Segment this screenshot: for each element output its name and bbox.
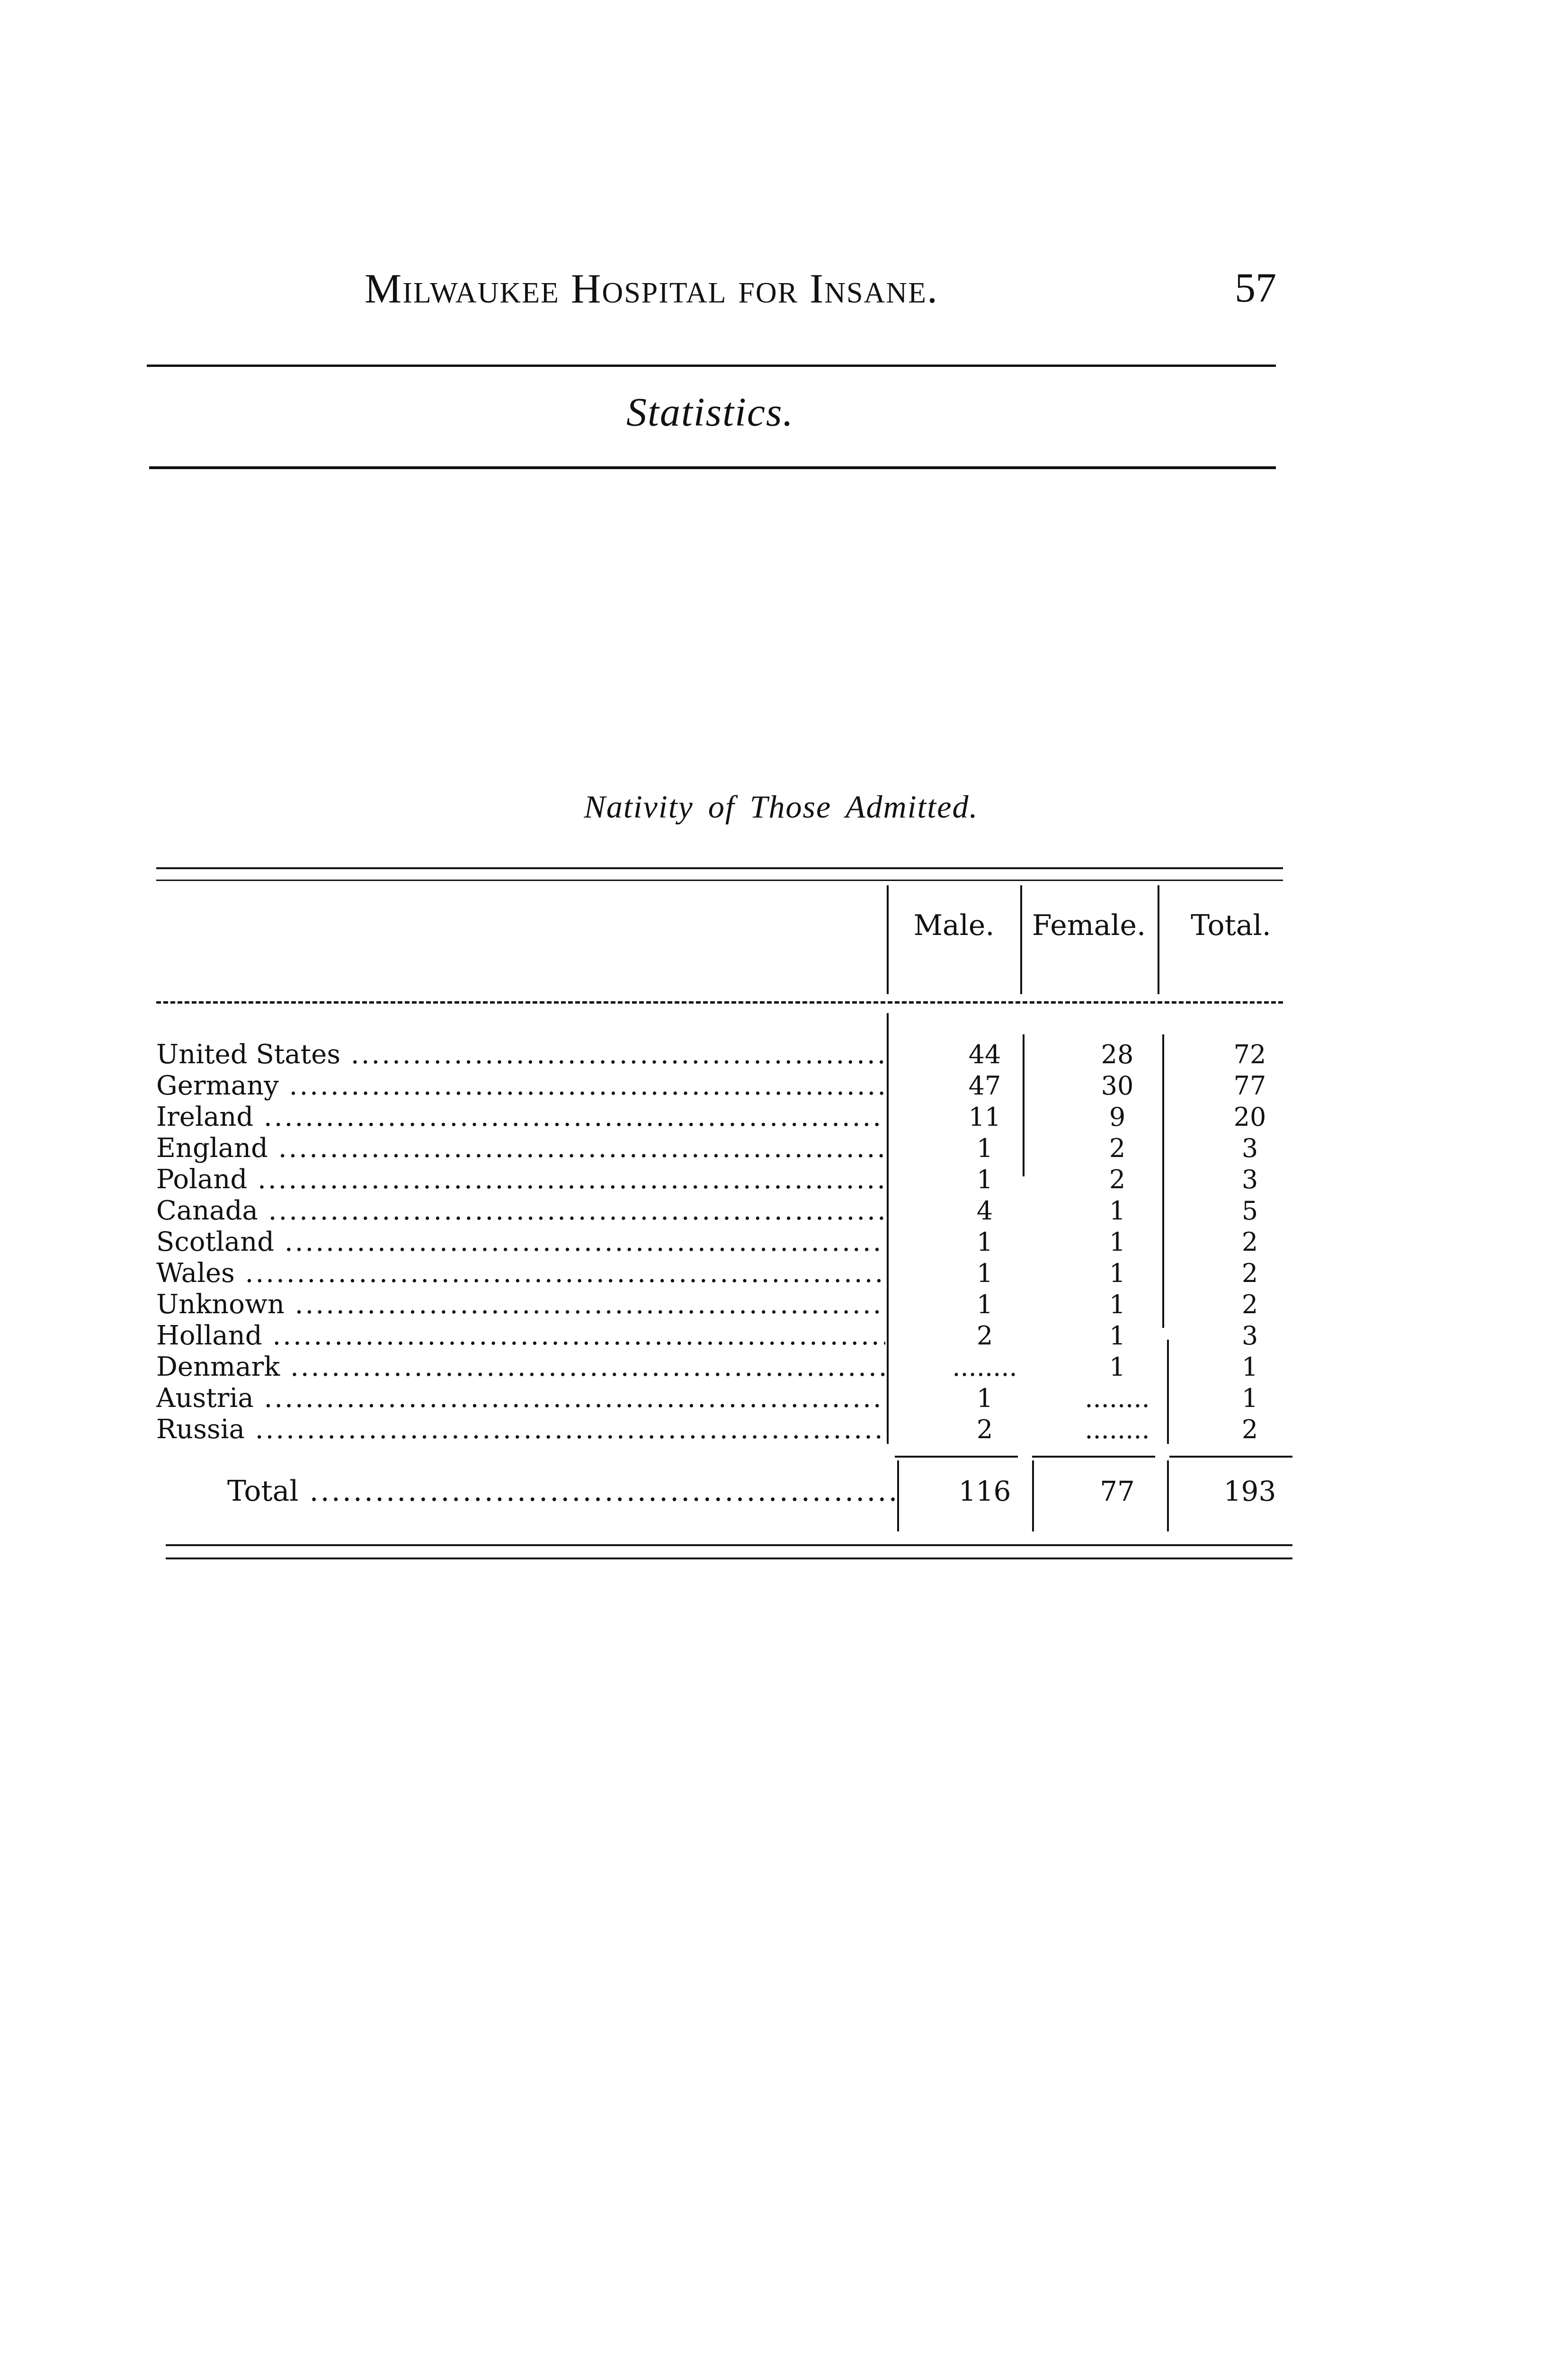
table-row	[156, 1070, 1292, 1102]
header-divider-1	[887, 885, 889, 994]
column-header-female: Female.	[1032, 909, 1146, 942]
female-value: 1	[1109, 1258, 1126, 1288]
female-value: 1	[1109, 1321, 1126, 1351]
header-divider-2	[1020, 885, 1022, 994]
male-value: 4	[976, 1196, 993, 1226]
total-value: 2	[1241, 1227, 1258, 1257]
total-value: 72	[1233, 1040, 1266, 1069]
male-value: 2	[976, 1321, 993, 1351]
table-row	[156, 1133, 1292, 1164]
male-value: 1	[976, 1258, 993, 1288]
section-title: Statistics.	[626, 389, 794, 435]
row-label: Russia .....	[156, 1414, 885, 1445]
male-value: 2	[976, 1415, 993, 1444]
row-label: Scotland .....	[156, 1227, 885, 1258]
row-label: Wales .....	[156, 1258, 885, 1289]
female-value: 1	[1109, 1196, 1126, 1226]
header-separator	[156, 1001, 1283, 1004]
female-value: 1	[1109, 1227, 1126, 1257]
row-label: Austria .....	[156, 1383, 885, 1414]
female-value: 9	[1109, 1102, 1126, 1132]
totals-rule-male	[895, 1456, 1018, 1458]
page-number: 57	[1235, 265, 1276, 311]
male-value: 1	[976, 1133, 993, 1163]
male-value: 47	[968, 1071, 1001, 1101]
male-value: 1	[976, 1165, 993, 1194]
total-value: 77	[1233, 1071, 1266, 1101]
row-label: Denmark .....	[156, 1352, 885, 1383]
total-value: 2	[1241, 1258, 1258, 1288]
row-label: Holland .....	[156, 1320, 885, 1352]
total-value: 1	[1241, 1352, 1258, 1382]
header-rule-top	[147, 365, 1276, 367]
total-value: 3	[1241, 1321, 1258, 1351]
table-row	[156, 1352, 1292, 1383]
female-value: 2	[1109, 1165, 1126, 1194]
table-row	[156, 1320, 1292, 1352]
table-row	[156, 1227, 1292, 1258]
total-value: 2	[1241, 1290, 1258, 1319]
male-value: 11	[968, 1102, 1001, 1132]
column-header-male: Male.	[913, 909, 995, 942]
male-value: 1	[976, 1290, 993, 1319]
table-row	[156, 1164, 1292, 1195]
table-bottom-rule-2	[166, 1557, 1292, 1559]
total-value: 20	[1233, 1102, 1266, 1132]
row-label: England .....	[156, 1133, 885, 1164]
row-label: Unknown .....	[156, 1289, 885, 1320]
column-header-total: Total.	[1191, 909, 1271, 942]
table-row	[156, 1102, 1292, 1133]
row-label: Canada .....	[156, 1195, 885, 1227]
female-value: 28	[1101, 1040, 1134, 1069]
row-label: Poland .....	[156, 1164, 885, 1195]
row-label: United States .....	[156, 1039, 885, 1070]
table-row	[156, 1195, 1292, 1227]
table-row	[156, 1414, 1292, 1445]
row-label: Germany .....	[156, 1070, 885, 1102]
totals-rule-female	[1032, 1456, 1155, 1458]
female-value: 1	[1109, 1352, 1126, 1382]
male-value: ........	[952, 1352, 1017, 1382]
header-divider-3	[1158, 885, 1159, 994]
total-value: 3	[1241, 1165, 1258, 1194]
table-row	[156, 1383, 1292, 1414]
total-label: Total .....	[227, 1472, 900, 1510]
totals-rule-total	[1169, 1456, 1292, 1458]
table-row	[156, 1039, 1292, 1070]
female-value: ........	[1085, 1383, 1150, 1413]
table-row	[156, 1258, 1292, 1289]
male-value: 1	[976, 1383, 993, 1413]
female-value: 30	[1101, 1071, 1134, 1101]
header-rule-bottom	[149, 466, 1276, 469]
total-value: 1	[1241, 1383, 1258, 1413]
female-value: ........	[1085, 1415, 1150, 1444]
total-row	[156, 1472, 1292, 1510]
male-value: 1	[976, 1227, 993, 1257]
female-value: 1	[1109, 1290, 1126, 1319]
total-female-value: 77	[1100, 1475, 1135, 1507]
table-top-rule-1	[156, 867, 1283, 869]
total-value: 5	[1241, 1196, 1258, 1226]
female-value: 2	[1109, 1133, 1126, 1163]
total-value: 2	[1241, 1415, 1258, 1444]
table-title: Nativity of Those Admitted.	[584, 789, 979, 825]
running-title: Milwaukee Hospital for Insane.	[365, 266, 938, 312]
table-top-rule-2	[156, 880, 1283, 881]
row-label: Ireland .....	[156, 1102, 885, 1133]
table-bottom-rule-1	[166, 1544, 1292, 1546]
table-row	[156, 1289, 1292, 1320]
total-value: 3	[1241, 1133, 1258, 1163]
male-value: 44	[968, 1040, 1001, 1069]
total-male-value: 116	[958, 1475, 1011, 1507]
total-total-value: 193	[1223, 1475, 1276, 1507]
